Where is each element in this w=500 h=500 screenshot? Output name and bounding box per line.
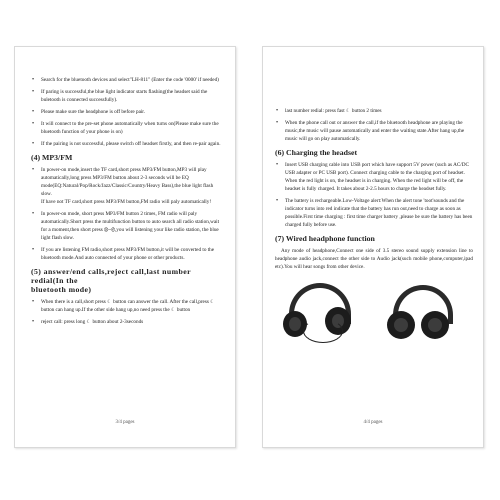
page-number: 4/4 pages [363, 420, 383, 425]
mp3-eq-text: In power-on mode,insert the TF card,short press MP3/FM button,MP3 will play automatically,long press MP3/FM button about 2-3 seconds will be EQ mode(EQ:Natural/Pop/Rock/Jazz/Classic/Country/Heavy Bass),the blue light flash slow. [41, 167, 214, 197]
no-tf-card-note: If have not TF card,short press MP3/FM button,FM radio will paly automatically! [41, 199, 212, 205]
manual-page-right [262, 46, 484, 448]
section-heading-charging: (6) Charging the headset [275, 148, 358, 157]
fm-radio-text: In power-on mode, short press MP3/FM button 2 times, FM radio will paly automatically.Short press the multifunction button to auto search all radio station,wait for a moment,then short press [41, 211, 220, 233]
list-item: • If you are listening FM radio,short press MP3/FM button,it will be converted to the bluetooth mode.And auto connected of your phone or other products. [31, 246, 225, 262]
list-item: • last number redial: press fast ☾ button 2 times [275, 107, 473, 115]
charging-list [275, 161, 473, 229]
list-item [31, 166, 225, 206]
list-item: • Search for the bluetooth devices and select"LH-811" (Enter the code '0000' if needed) [31, 76, 225, 84]
headphone-folded-image [373, 275, 465, 345]
list-item: • If paring is successful,the blue light indicator starts flashing(the headset said the buletooth is connected successfully). [31, 88, 225, 104]
page-number: 3/4 pages [115, 420, 135, 425]
section-heading-mp3: (4) MP3/FM [31, 153, 73, 162]
list-item [31, 210, 225, 242]
headphone-photos [275, 275, 473, 345]
calls-heading-line2: bluetooth mode) [31, 285, 92, 294]
list-item: • reject call: press long ☾ button about 2-3seconds [31, 318, 225, 326]
list-item: • When there is a call,short press ☾ button can answer the call. After the call,press ☾ button can hang up.If the other side hang up,no need press the ☾ button [31, 298, 225, 314]
pairing-list [31, 76, 225, 148]
list-item: • It will connect to the pre-set phone automatically when turns on(Please make sure the bluetooth function of your phone is on) [31, 120, 225, 136]
list-item: • Insert USB charging cable into USB port which have support 5V power (such as AC/DC USB adapter or PC USB port). Connect charging cable to the charging port of headset. When the red light is on, the headset is in charging. When the red light will be off, the headset is fully charged. It takes about 2-2.5 hours to charge the headset fully. [275, 161, 473, 193]
list-item: • If the pairing is not successful, please switch off headset firstly, and then re-pair again. [31, 140, 225, 148]
volume-buttons-icon: ⦻–⦼ [104, 227, 115, 233]
section-heading-wired: (7) Wired headphone function [275, 234, 375, 243]
section-heading-calls [31, 267, 225, 294]
list-item: • Please make sure the headphone is off before pair. [31, 108, 225, 116]
fm-radio-text-tail: ,you will listening your like radio station, the blue light flash slow. [41, 227, 219, 241]
list-item: • When the phone call out or answer the call,if the bluetooth headphone are playing the music,the music will pause automatically and enter the waiting state.After hang up,the music will go on play automatically. [275, 119, 473, 143]
calls-list [31, 298, 225, 326]
headphone-with-cable-image [275, 275, 367, 345]
mp3-list [31, 166, 225, 262]
calls-heading-line1: (5) answer/end calls,reject call,last number redial(In the [31, 267, 191, 285]
calls-continued-list [275, 107, 473, 143]
wired-paragraph: Any mode of headphone,Connect one side of 3.5 stereo sound supply extension line to headphone audio jack,connect the other side to Audio jack(such mobile phone,computer,ipad etc).You will hear songs from other device. [275, 248, 473, 270]
manual-page-left [14, 46, 236, 448]
list-item: • The battery is rechargeable.Low-Voltage alert:When the alert tone 'toot'sounds and the indicator turns into red indicate that the battery has run out,need to charge as soon as possible.First time charging : first time charger battery ,please be sure the battery has been charged fully before use. [275, 197, 473, 229]
